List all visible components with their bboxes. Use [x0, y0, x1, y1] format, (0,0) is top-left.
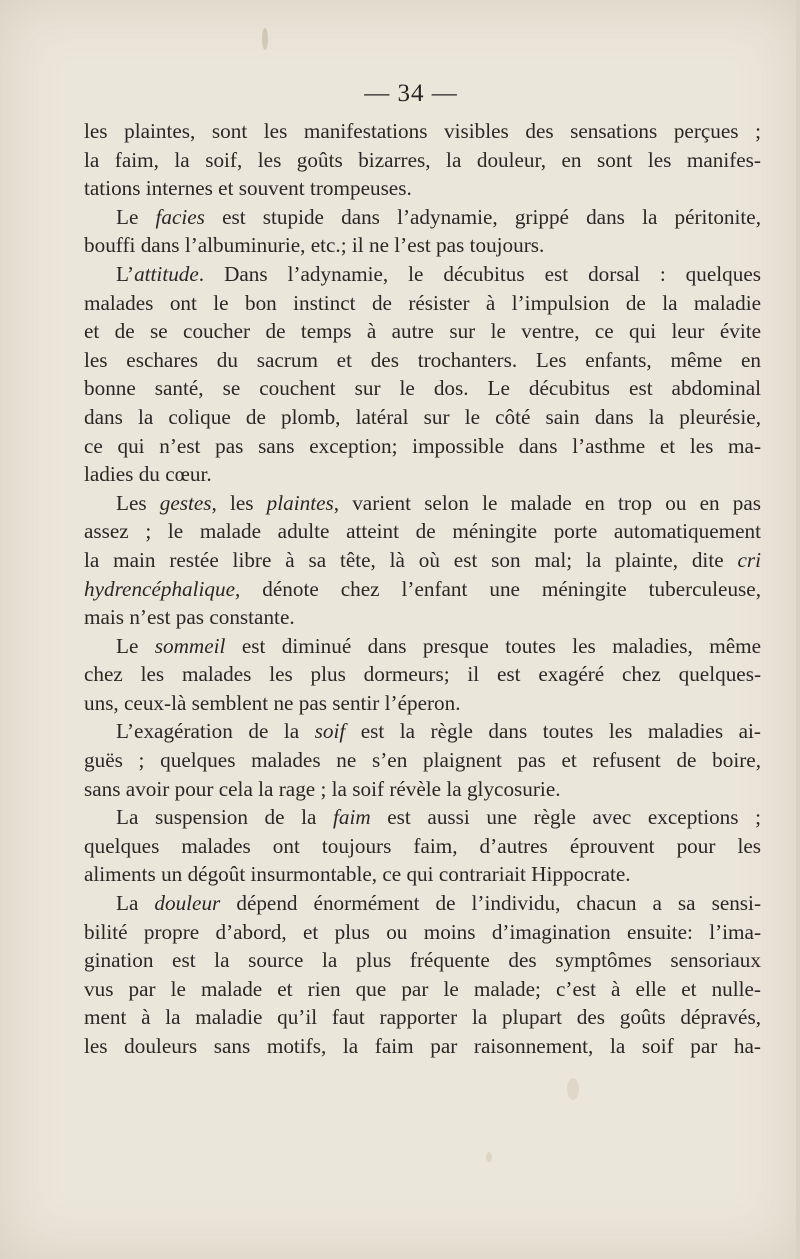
text-line	[84, 260, 761, 289]
text-run: est aussi une règle avec exceptions ;	[370, 805, 761, 830]
text-run: tations internes et souvent trompeuses.	[84, 176, 412, 201]
italic-term: douleur	[154, 891, 221, 916]
text-run: les eschares du sacrum et des trochanters. Les enfants, même en	[84, 347, 761, 372]
text-run: les plaintes, sont les manifestations visibles des sensations perçues ;	[84, 119, 761, 143]
text-run: dépend énormément de l’individu, chacun a sa sensi-	[220, 891, 761, 916]
text-run: bouffi dans l’albuminurie, etc.; il ne l’est pas toujours.	[84, 233, 545, 258]
text-line	[84, 489, 761, 518]
text-line	[84, 832, 761, 861]
text-run: la main restée libre à sa tête, là où est son mal; la plainte, dite	[84, 547, 738, 572]
italic-term: plaintes	[266, 490, 334, 515]
text-run: est la règle dans toutes les maladies ai-	[345, 719, 761, 744]
text-run: est stupide dans l’adynamie, grippé dans la péritonite,	[204, 204, 761, 229]
text-line	[84, 803, 761, 832]
text-line	[84, 146, 761, 175]
text-line	[84, 546, 761, 575]
text-line	[84, 203, 761, 232]
italic-term: facies	[155, 204, 205, 229]
italic-term: cri	[737, 547, 761, 572]
text-run: quelques malades ont toujours faim, d’autres éprouvent pour les	[84, 833, 761, 858]
text-line	[84, 432, 761, 461]
text-run: , dénote chez l’enfant une méningite tuberculeuse,	[235, 576, 761, 601]
text-run: Le	[116, 204, 156, 229]
text-run: La suspension de la	[116, 805, 334, 830]
text-line	[84, 946, 761, 975]
text-line	[84, 975, 761, 1004]
text-line	[84, 1032, 761, 1061]
text-run: sans avoir pour cela la rage ; la soif révèle la glycosurie.	[84, 776, 561, 801]
text-line	[84, 689, 761, 718]
italic-term: hydrencéphalique	[84, 576, 236, 601]
foxing-spot	[486, 1152, 492, 1162]
italic-term: sommeil	[154, 633, 226, 658]
text-line	[84, 860, 761, 889]
text-line	[84, 403, 761, 432]
text-line	[84, 746, 761, 775]
text-line	[84, 660, 761, 689]
text-line	[84, 918, 761, 947]
text-line	[84, 1003, 761, 1032]
text-line	[84, 346, 761, 375]
text-run: guës ; quelques malades ne s’en plaignent pas et refusent de boire,	[84, 748, 761, 773]
text-run: dans la colique de plomb, latéral sur le côté sain dans la pleurésie,	[84, 404, 761, 429]
text-run: ladies du cœur.	[84, 462, 212, 487]
text-run: . Dans l’adynamie, le décubitus est dorsal : quelques	[198, 261, 761, 286]
text-run: assez ; le malade adulte atteint de méningite porte automatiquement	[84, 519, 761, 544]
text-run: et de se coucher de temps à autre sur le ventre, ce qui leur évite	[84, 319, 761, 344]
text-run: L’exagération de la	[116, 719, 315, 744]
text-run: , varient selon le malade en trop ou en pas	[333, 490, 761, 515]
text-run: Les	[116, 490, 160, 515]
italic-term: faim	[333, 805, 371, 830]
italic-term: gestes	[159, 490, 212, 515]
italic-term: attitude	[134, 261, 199, 286]
text-line	[84, 317, 761, 346]
text-run: bilité propre d’abord, et plus ou moins d’imagination ensuite: l’ima-	[84, 919, 761, 944]
text-run: L’	[116, 261, 135, 286]
text-run: malades ont le bon instinct de résister à l’impulsion de la maladie	[84, 290, 761, 315]
foxing-spot	[262, 28, 268, 50]
text-run: Le	[116, 633, 155, 658]
text-run: vus par le malade et rien que par le malade; c’est à elle et nulle-	[84, 976, 761, 1001]
text-run: mais n’est pas constante.	[84, 605, 295, 630]
text-line	[84, 117, 761, 146]
text-line	[84, 231, 761, 260]
foxing-spot	[567, 1078, 579, 1100]
text-run: les douleurs sans motifs, la faim par raisonnement, la soif par ha-	[84, 1034, 761, 1058]
text-line	[84, 603, 761, 632]
text-line	[84, 517, 761, 546]
text-line	[84, 374, 761, 403]
text-line	[84, 174, 761, 203]
text-run: gination est la source la plus fréquente des symptômes sensoriaux	[84, 948, 761, 973]
text-run: , les	[211, 490, 267, 515]
text-line	[84, 889, 761, 918]
page-number: — 34 —	[364, 80, 458, 107]
text-line	[84, 575, 761, 604]
text-run: ce qui n’est pas sans exception; impossible dans l’asthme et les ma-	[84, 433, 761, 458]
text-run: chez les malades les plus dormeurs; il est exagéré chez quelques-	[84, 662, 761, 687]
text-line	[84, 775, 761, 804]
text-run: bonne santé, se couchent sur le dos. Le décubitus est abdominal	[84, 376, 761, 401]
text-run: la faim, la soif, les goûts bizarres, la douleur, en sont les manifes-	[84, 147, 761, 172]
italic-term: soif	[314, 719, 346, 744]
page-edge	[796, 0, 800, 1259]
text-run: ment à la maladie qu’il faut rapporter la plupart des goûts dépravés,	[84, 1005, 761, 1030]
text-line	[84, 289, 761, 318]
text-line	[84, 717, 761, 746]
text-run: La	[116, 891, 155, 916]
text-run: uns, ceux-là semblent ne pas sentir l’éperon.	[84, 690, 461, 715]
text-run: est diminué dans presque toutes les maladies, même	[225, 633, 761, 658]
text-line	[84, 460, 761, 489]
body-text	[84, 117, 761, 1061]
text-line	[84, 632, 761, 661]
text-run: aliments un dégoût insurmontable, ce qui contrariait Hippocrate.	[84, 862, 631, 887]
